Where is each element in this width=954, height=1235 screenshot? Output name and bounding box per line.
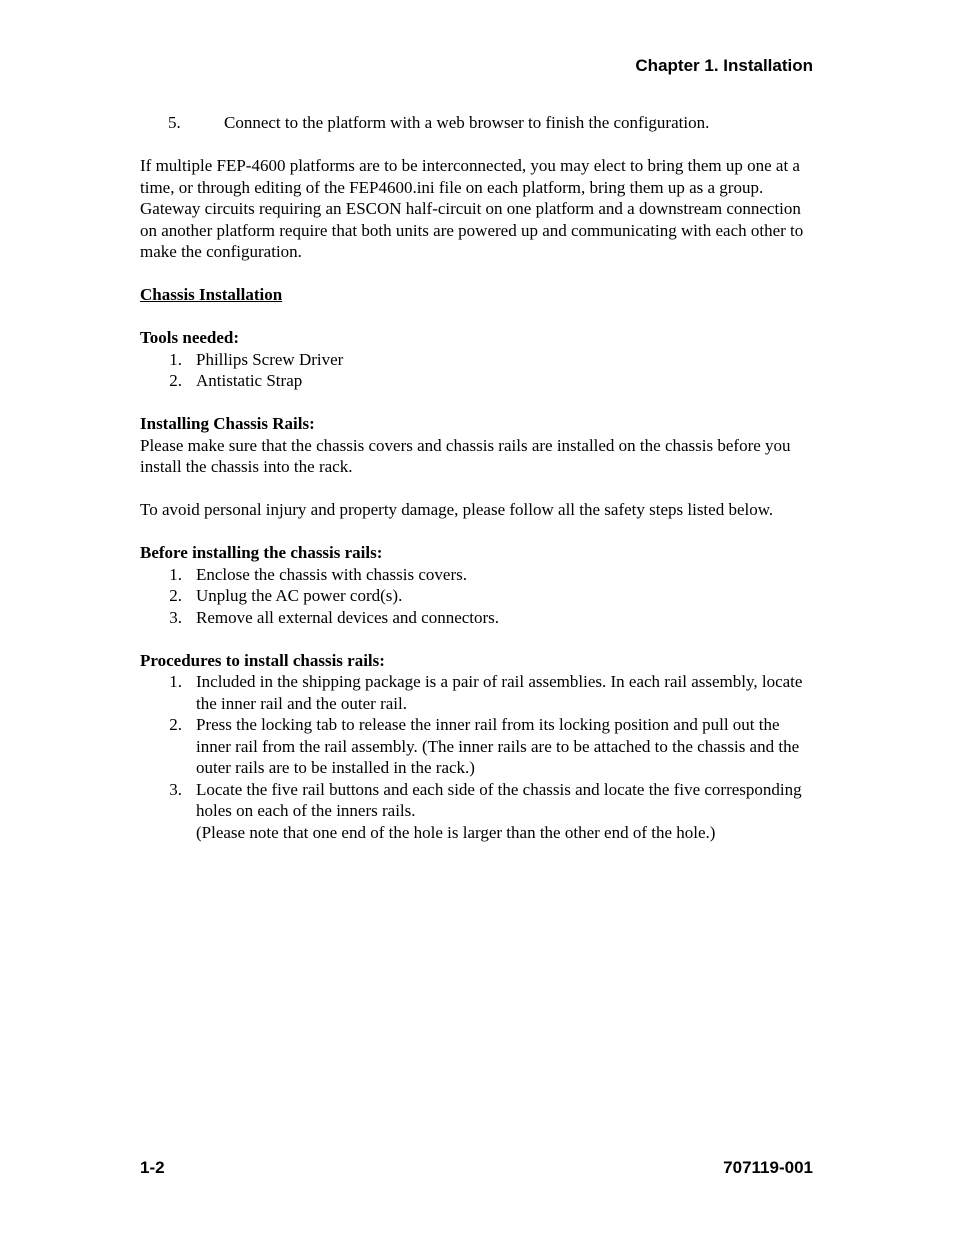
list-item-number: 2. [169, 715, 182, 734]
list-item-number: 2. [169, 586, 182, 605]
section-title: Chassis Installation [140, 285, 283, 304]
list-item [140, 564, 815, 586]
list-item-main-text: Locate the five rail buttons and each side of the chassis and locate the five corresponding holes on each of the inners rails. [196, 779, 802, 820]
tools-list [140, 349, 815, 392]
list-item-number: 1. [169, 349, 182, 369]
procedures-list [140, 671, 815, 843]
chapter-header: Chapter 1. Installation [635, 56, 813, 75]
list-item [140, 779, 815, 844]
page-number: 1-2 [140, 1158, 165, 1177]
list-item-number: 1. [169, 564, 182, 584]
rails-heading: Installing Chassis Rails: [140, 414, 315, 433]
list-item [140, 585, 815, 607]
step-5-text: Connect to the platform with a web browser to finish the configuration. [224, 113, 710, 132]
list-item-text: Press the locking tab to release the inner rail from its locking position and pull out the inner rail from the rail assembly. (The inner rails are to be attached to the chassis and the outer rails are to be installed in the rack.) [196, 715, 800, 777]
list-item-text: Included in the shipping package is a pair of rail assemblies. In each rail assembly, locate the inner rail and the outer rail. [196, 672, 803, 713]
list-item-number: 3. [169, 607, 182, 627]
step-5-number: 5. [168, 113, 181, 132]
list-item [140, 607, 815, 629]
document-number: 707119-001 [723, 1158, 813, 1177]
procedures-heading: Procedures to install chassis rails: [140, 650, 385, 670]
list-item [140, 714, 815, 779]
list-item [140, 370, 815, 392]
step-5 [140, 112, 815, 134]
intro-paragraph: If multiple FEP-4600 platforms are to be interconnected, you may elect to bring them up one at a time, or through editing of the FEP4600.ini file on each platform, bring them up as a group. Gateway circuits requiring an ESCON half-circuit on one platform and a downstream connection on another platform require that both units are powered up and communicating with each other to make the configuration. [140, 156, 804, 261]
list-item-text: Phillips Screw Driver [196, 349, 344, 369]
before-list [140, 564, 815, 629]
list-item-text: Unplug the AC power cord(s). [196, 586, 403, 605]
list-item [140, 671, 815, 714]
rails-text: Please make sure that the chassis covers and chassis rails are installed on the chassis before you install the chassis into the rack. [140, 435, 791, 476]
list-item-number: 2. [169, 371, 182, 390]
before-heading: Before installing the chassis rails: [140, 543, 383, 562]
list-item-text [196, 779, 815, 844]
list-item-number: 1. [169, 672, 182, 691]
list-item-text: Enclose the chassis with chassis covers. [196, 564, 467, 584]
list-item-text: Remove all external devices and connectors. [196, 607, 500, 627]
safety-paragraph: To avoid personal injury and property damage, please follow all the safety steps listed below. [140, 500, 774, 519]
list-item-number: 3. [169, 779, 182, 799]
list-item-text: Antistatic Strap [196, 371, 303, 390]
list-item-note: (Please note that one end of the hole is larger than the other end of the hole.) [196, 822, 716, 842]
tools-heading: Tools needed: [140, 328, 240, 347]
page-body [140, 112, 815, 843]
list-item [140, 349, 815, 371]
